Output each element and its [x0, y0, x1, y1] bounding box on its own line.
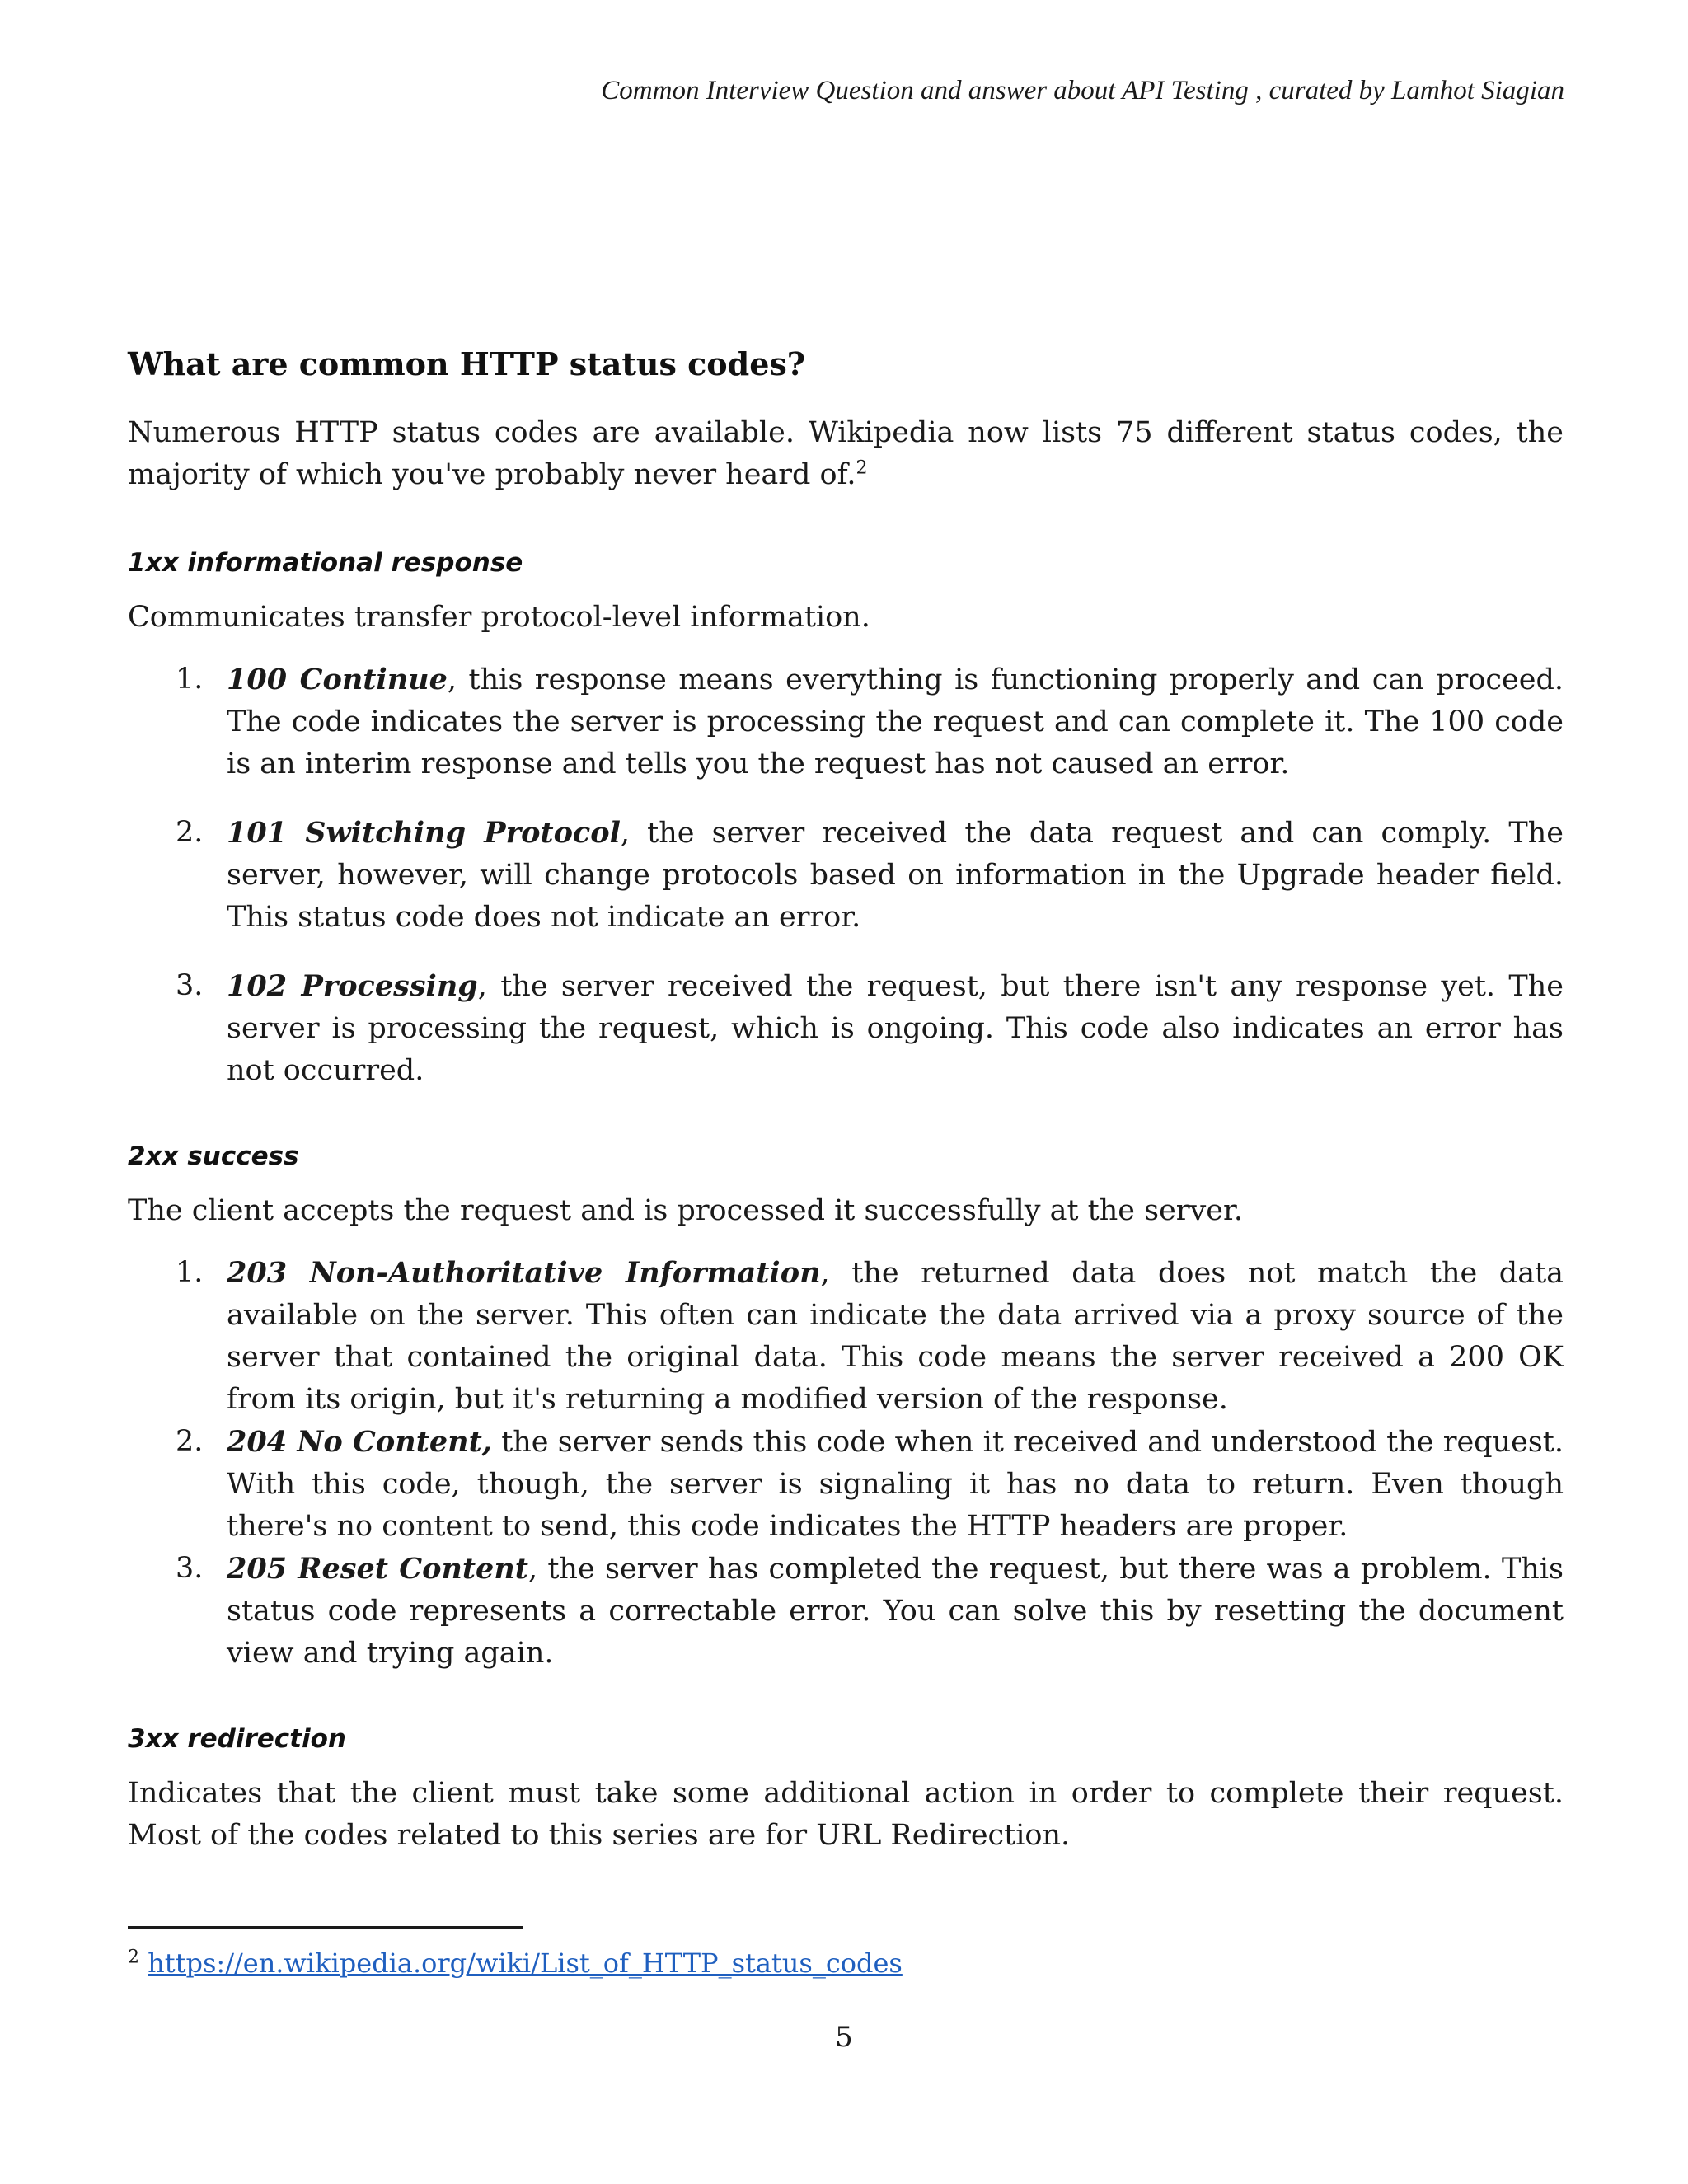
header-title: Common Interview Question and answer about API Testing: [601, 76, 1249, 105]
status-text: , the server received the data request and can comply. The server, however, will change protocols based on information in the Upgrade header field. This status code does not indicate an error.: [227, 817, 1564, 934]
section-description-2xx: The client accepts the request and is processed it successfully at the server.: [128, 1194, 1244, 1227]
list-number: 3.: [176, 969, 204, 1002]
status-list-2xx: [128, 1252, 1564, 1675]
list-item: [128, 658, 1564, 785]
section-heading-3xx: 3xx redirection: [128, 1724, 346, 1754]
footnote-link[interactable]: https://en.wikipedia.org/wiki/List_of_HTTP_status_codes: [148, 1947, 903, 1979]
footnote-divider: [128, 1926, 523, 1929]
list-item: [128, 965, 1564, 1092]
section-description-3xx: Indicates that the client must take some additional action in order to complete their request. Most of the codes related to this series are for URL Redirection.: [128, 1777, 1564, 1852]
status-text: , the server has completed the request, but there was a problem. This status code represents a correctable error. You can solve this by resetting the document view and trying again.: [227, 1553, 1564, 1670]
status-term: 102 Processing: [227, 969, 478, 1003]
list-number: 2.: [176, 816, 204, 849]
section-description-1xx: Communicates transfer protocol-level information.: [128, 601, 870, 634]
page-number: 5: [835, 2021, 853, 2054]
list-number: 1.: [176, 663, 204, 696]
section-heading-2xx: 2xx success: [128, 1141, 299, 1171]
list-item: [128, 1421, 1564, 1548]
running-header: [601, 76, 1564, 106]
page-title: What are common HTTP status codes?: [128, 345, 806, 382]
footnote: [128, 1945, 903, 1981]
status-list-1xx: [128, 658, 1564, 1092]
footnote-ref[interactable]: 2: [856, 457, 868, 479]
main-content: [128, 338, 1564, 1857]
status-term: 204 No Content,: [227, 1425, 492, 1459]
list-number: 3.: [176, 1552, 204, 1585]
list-number: 2.: [176, 1425, 204, 1458]
intro-text: Numerous HTTP status codes are available. Wikipedia now lists 75 different status codes, the majority of which you've probably never heard of.: [128, 416, 1564, 491]
status-text: , this response means everything is functioning properly and can proceed. The code indicates the server is processing the request and can complete it. The 100 code is an interim response and tells you the request has not caused an error.: [227, 663, 1564, 780]
status-text: , the server received the request, but there isn't any response yet. The server is processing the request, which is ongoing. This code also indicates an error has not occurred.: [227, 970, 1564, 1087]
list-item: [128, 1252, 1564, 1421]
list-number: 1.: [176, 1256, 204, 1289]
status-term: 205 Reset Content: [227, 1552, 528, 1586]
status-text: the server sends this code when it received and understood the request. With this code, though, the server is signaling it has no data to return. Even though there's no content to send, this code indicates the HTTP headers are proper.: [227, 1426, 1564, 1543]
list-item: [128, 1548, 1564, 1675]
footnote-marker: 2: [128, 1947, 139, 1968]
list-item: [128, 812, 1564, 939]
section-heading-1xx: 1xx informational response: [128, 548, 523, 578]
status-term: 100 Continue: [227, 663, 448, 696]
status-term: 101 Switching Protocol: [227, 816, 621, 850]
status-term: 203 Non-Authoritative Information: [227, 1256, 821, 1290]
status-text: , the returned data does not match the data available on the server. This often can indicate the data arrived via a proxy source of the server that contained the original data. This code means the server received a 200 OK from its origin, but it's returning a modified version of the response.: [227, 1257, 1564, 1416]
header-curator: , curated by Lamhot Siagian: [1255, 76, 1564, 105]
intro-paragraph: [128, 412, 1564, 496]
